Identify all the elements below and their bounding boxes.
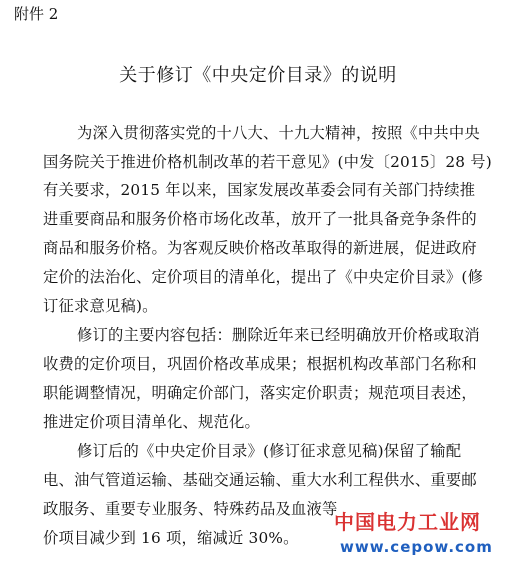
paragraph-line: 为深入贯彻落实党的十八大、十九大精神，按照《中共中央: [77, 124, 480, 142]
paragraph-line: 定价的法治化、定价项目的清单化，提出了《中央定价目录》(修: [43, 268, 484, 286]
paragraph-line: 商品和服务价格。为客观反映价格改革取得的新进展，促进政府: [43, 239, 477, 257]
paragraph-line: 电、油气管道运输、基础交通运输、重大水利工程供水、重要邮: [43, 471, 477, 489]
paragraph-line: 政服务、重要专业服务、特殊药品及血液等: [43, 500, 338, 518]
paragraph-line: 推进定价项目清单化、规范化。: [43, 413, 260, 431]
annex-label: 附件 2: [14, 5, 59, 23]
paragraph-line: 国务院关于推进价格机制改革的若干意见》(中发〔2015〕28 号): [43, 153, 492, 171]
paragraph-line: 进重要商品和服务价格市场化改革，放开了一批具备竞争条件的: [43, 210, 477, 228]
paragraph-line: 价项目减少到 16 项，缩减近 30%。: [43, 529, 299, 547]
document-title: 关于修订《中央定价目录》的说明: [119, 65, 397, 86]
paragraph-line: 有关要求，2015 年以来，国家发展改革委会同有关部门持续推: [43, 181, 476, 199]
paragraph-line: 订征求意见稿)。: [43, 297, 158, 315]
paragraph-line: 修订后的《中央定价目录》(修订征求意见稿)保留了输配: [77, 442, 462, 460]
paragraph-line: 修订的主要内容包括：删除近年来已经明确放开价格或取消: [77, 326, 480, 344]
paragraph-line: 职能调整情况，明确定价部门，落实定价职责；规范项目表述，: [43, 384, 477, 402]
watermark-site-name: 中国电力工业网: [334, 510, 481, 534]
paragraph-line: 收费的定价项目，巩固价格改革成果；根据机构改革部门名称和: [43, 355, 477, 373]
watermark-url: www.cepow.com: [340, 538, 493, 556]
